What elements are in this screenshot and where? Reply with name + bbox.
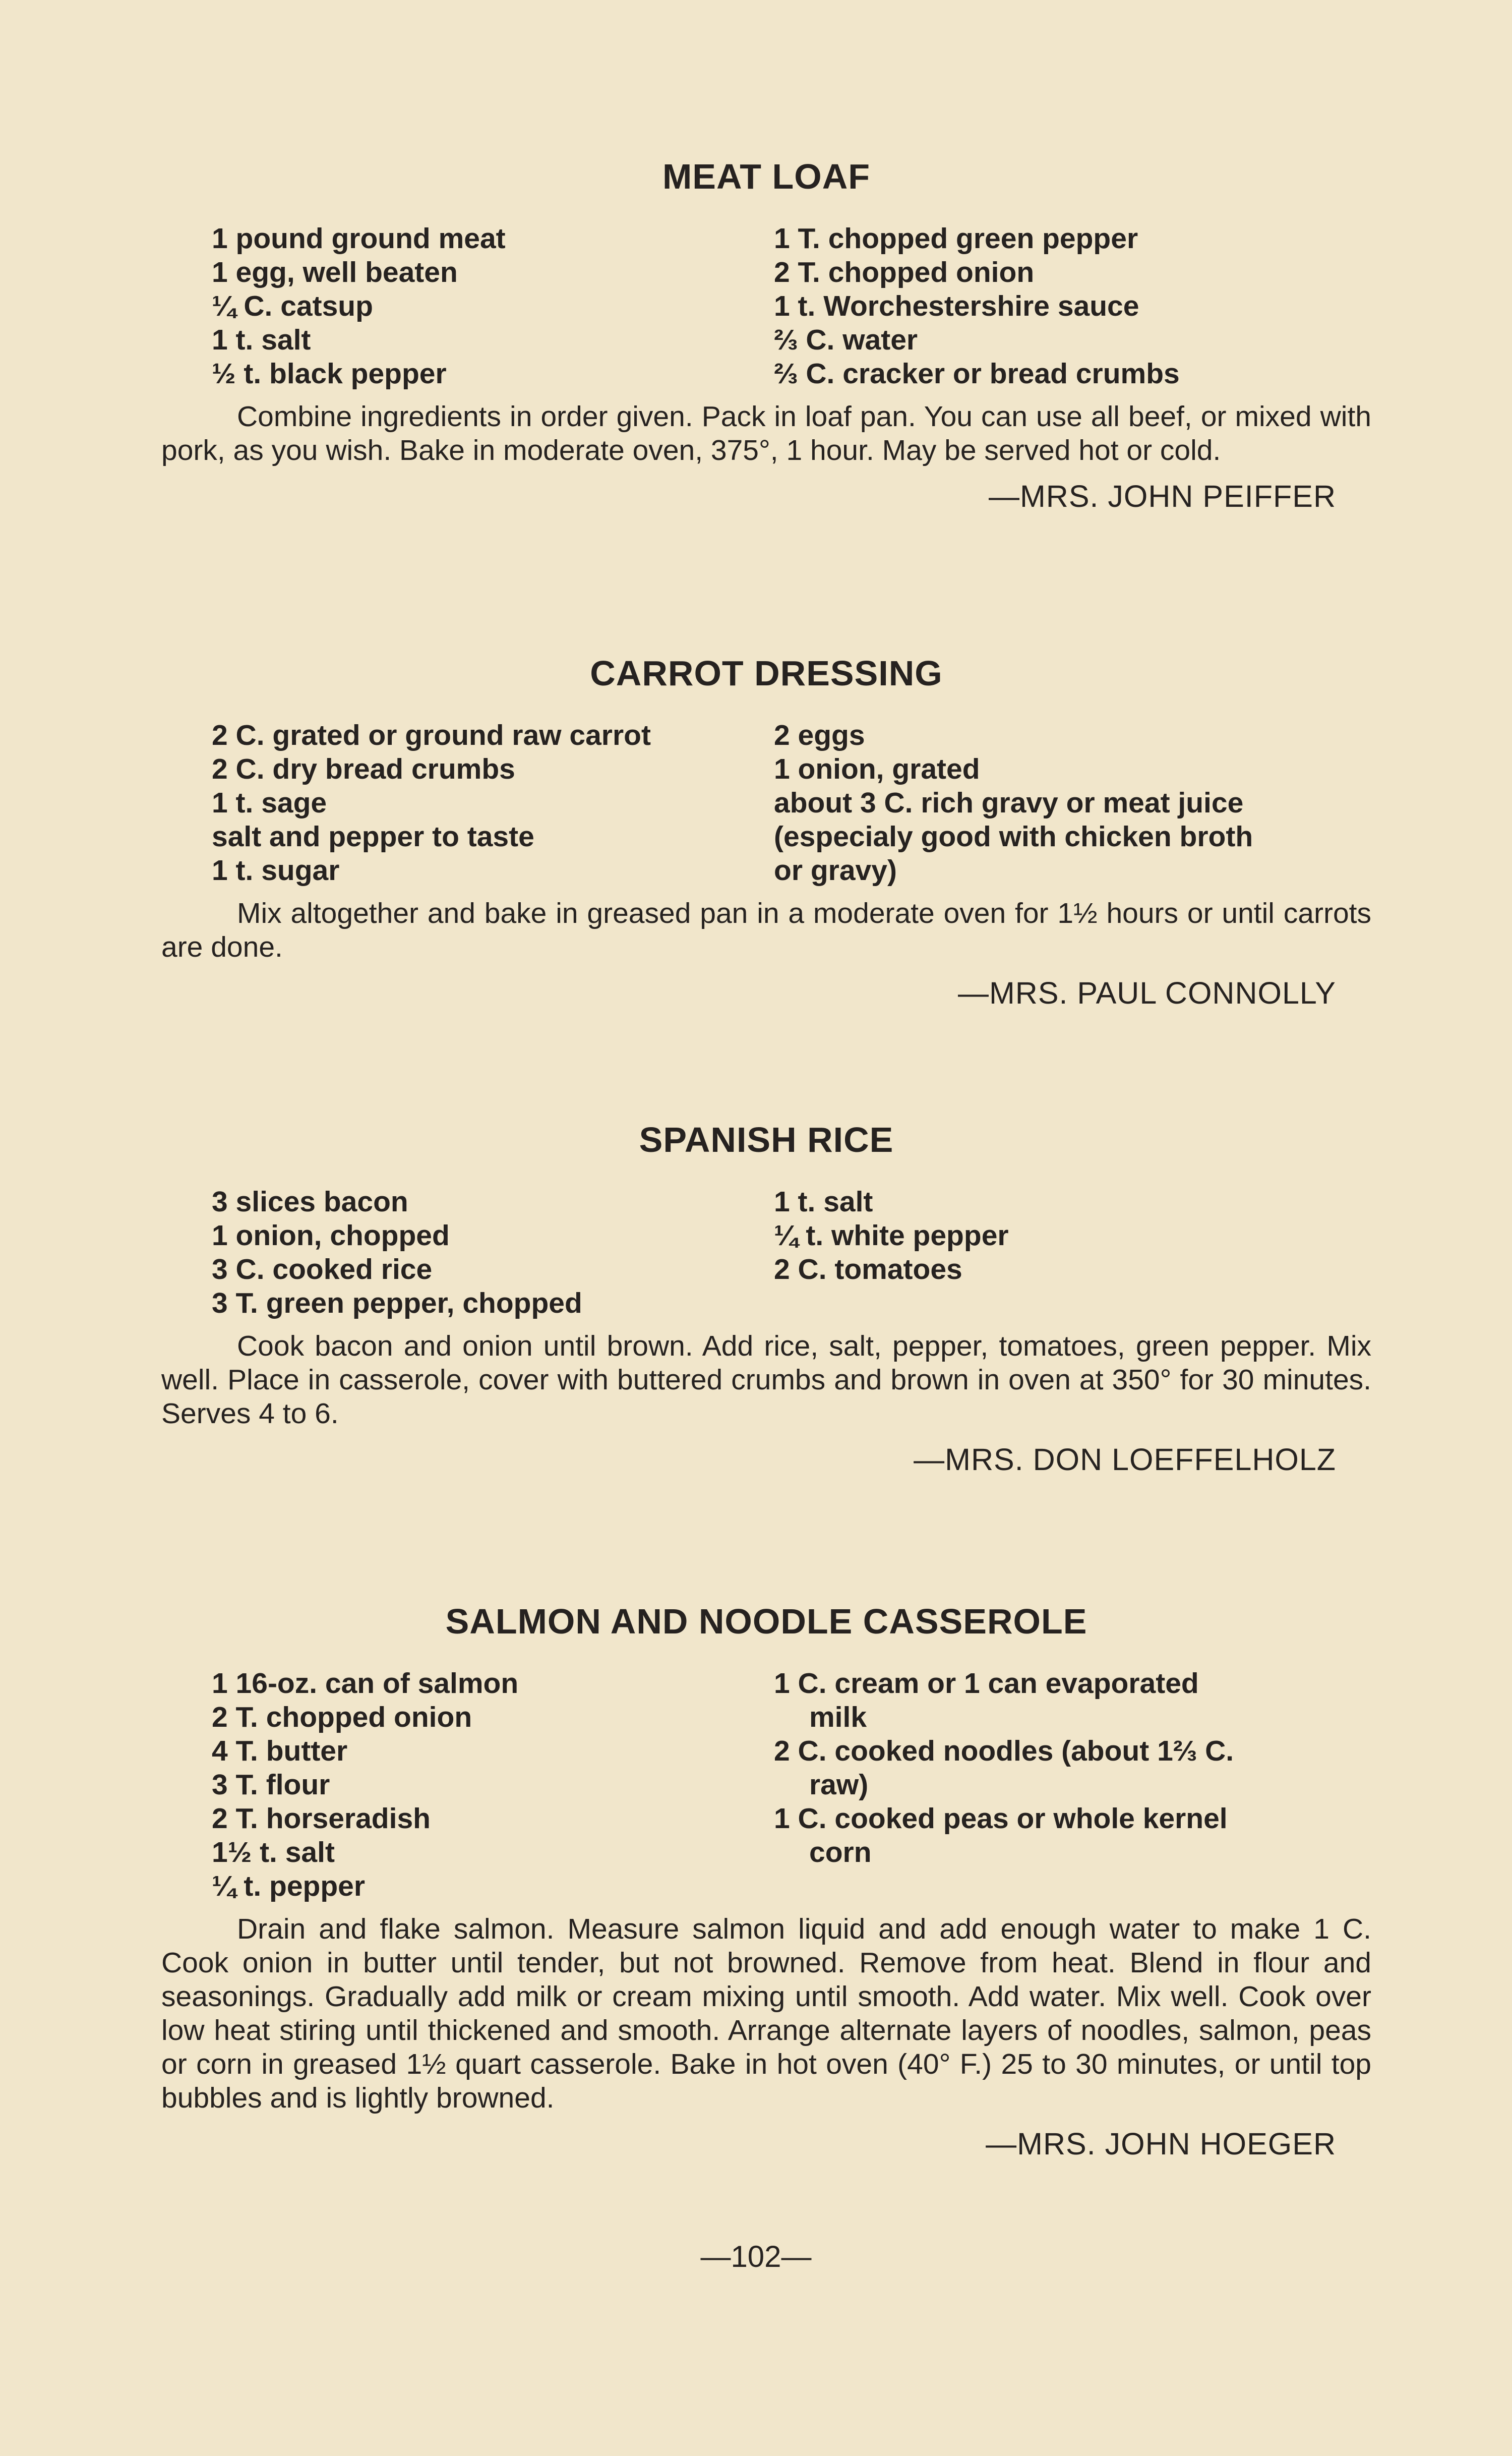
ingredient: 1 t. sugar [212, 854, 340, 887]
recipe-salmon-noodle-casserole [161, 1601, 1371, 2161]
ingredient: salt and pepper to taste [212, 821, 534, 853]
ingredient: or gravy) [774, 854, 897, 887]
ingredient: ⅔ C. cracker or bread crumbs [774, 358, 1180, 390]
instructions: Cook bacon and onion until brown. Add rice, salt, pepper, tomatoes, green pepper. Mix well. Place in casserole, cover with buttered crumbs and brown in oven at 350° for 30 minutes. Serves 4 to 6. [161, 1330, 1371, 1430]
ingredient: 1 egg, well beaten [212, 256, 458, 288]
ingredient: ¼ C. catsup [212, 290, 373, 322]
recipe-author: —MRS. DON LOEFFELHOLZ [914, 1442, 1336, 1477]
ingredient-columns [161, 222, 1371, 391]
page-number: —102— [700, 2240, 812, 2273]
recipe-carrot-dressing [161, 653, 1371, 1011]
ingredient: 2 C. grated or ground raw carrot [212, 719, 651, 751]
ingredient: 1 T. chopped green pepper [774, 222, 1138, 255]
ingredient: corn [809, 1836, 872, 1868]
ingredients-left [161, 1667, 764, 1903]
ingredients-left [161, 1185, 764, 1320]
ingredients-right [764, 719, 1371, 888]
ingredient: 1 t. salt [774, 1186, 873, 1218]
ingredient: 1 onion, chopped [212, 1219, 450, 1252]
ingredient: 1 pound ground meat [212, 222, 506, 255]
recipe-title: SPANISH RICE [639, 1120, 894, 1159]
ingredient: 3 T. flour [212, 1769, 330, 1801]
ingredients-left [161, 222, 764, 391]
recipe-author: —MRS. JOHN HOEGER [986, 2127, 1336, 2161]
ingredient: 2 T. chopped onion [212, 1701, 472, 1733]
ingredients-right [764, 222, 1371, 391]
ingredient: 3 slices bacon [212, 1186, 408, 1218]
ingredient: ⅔ C. water [774, 324, 918, 356]
recipe-author: —MRS. PAUL CONNOLLY [957, 976, 1336, 1010]
ingredient: 2 C. dry bread crumbs [212, 753, 515, 785]
ingredient: about 3 C. rich gravy or meat juice [774, 787, 1244, 819]
ingredient: 1 C. cooked peas or whole kernel [774, 1802, 1228, 1835]
ingredient: ¼ t. white pepper [774, 1219, 1009, 1252]
ingredient: 1 t. salt [212, 324, 311, 356]
instructions: Drain and flake salmon. Measure salmon liquid and add enough water to make 1 C. Cook onion in butter until tender, but not browned. Remove from heat. Blend in flour and seasonings. Gradually add milk or cream mixing until smooth. Add water. Mix well. Cook over low heat stiring until thickened and smooth. Arrange alternate layers of noodles, salmon, peas or corn in greased 1½ quart casserole. Bake in hot oven (40° F.) 25 to 30 minutes, or until top bubbles and is lightly browned. [161, 1913, 1371, 2114]
instructions: Combine ingredients in order given. Pack in loaf pan. You can use all beef, or mixed with pork, as you wish. Bake in moderate oven, 375°, 1 hour. May be served hot or cold. [161, 400, 1371, 466]
ingredients-right [764, 1185, 1371, 1320]
ingredient: 1 C. cream or 1 can evaporated [774, 1667, 1199, 1700]
instructions: Mix altogether and bake in greased pan in a moderate oven for 1½ hours or until carrots are done. [161, 897, 1371, 963]
ingredient: ½ t. black pepper [212, 358, 447, 390]
ingredient: 2 C. cooked noodles (about 1⅔ C. [774, 1735, 1234, 1767]
recipe-title: MEAT LOAF [662, 157, 871, 196]
ingredient: 2 eggs [774, 719, 865, 751]
ingredient: raw) [809, 1769, 869, 1801]
ingredient: 1½ t. salt [212, 1836, 335, 1868]
ingredient-columns [161, 719, 1371, 888]
recipe-author: —MRS. JOHN PEIFFER [988, 479, 1336, 513]
ingredient: 2 C. tomatoes [774, 1253, 962, 1285]
recipe-title: CARROT DRESSING [590, 654, 943, 693]
ingredient: 1 16-oz. can of salmon [212, 1667, 519, 1700]
ingredient-columns [161, 1185, 1371, 1320]
ingredient: ¼ t. pepper [212, 1870, 366, 1902]
ingredients-right [764, 1667, 1371, 1903]
recipe-title: SALMON AND NOODLE CASSEROLE [445, 1602, 1087, 1641]
ingredient: 4 T. butter [212, 1735, 348, 1767]
ingredient: 1 t. sage [212, 787, 327, 819]
ingredient: 1 t. Worchestershire sauce [774, 290, 1139, 322]
recipe-spanish-rice [161, 1120, 1371, 1477]
ingredient: milk [809, 1701, 867, 1733]
ingredients-left [161, 719, 764, 888]
ingredient: 1 onion, grated [774, 753, 980, 785]
ingredient: (especialy good with chicken broth [774, 821, 1253, 853]
ingredient-columns [161, 1667, 1371, 1903]
ingredient: 3 T. green pepper, chopped [212, 1287, 582, 1319]
ingredient: 2 T. horseradish [212, 1802, 431, 1835]
ingredient: 2 T. chopped onion [774, 256, 1035, 288]
recipe-meat-loaf [161, 156, 1371, 514]
ingredient: 3 C. cooked rice [212, 1253, 433, 1285]
